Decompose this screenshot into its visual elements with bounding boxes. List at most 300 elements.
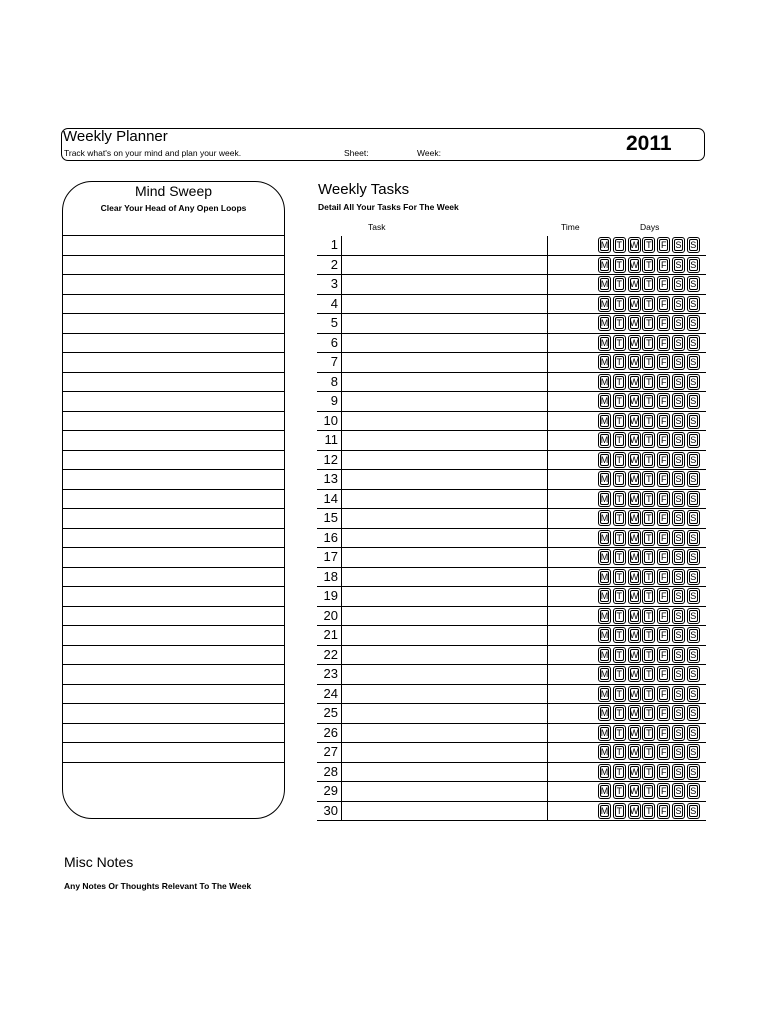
day-checkbox[interactable] xyxy=(613,393,626,409)
day-checkbox[interactable] xyxy=(628,237,641,253)
day-checkbox[interactable] xyxy=(642,666,655,682)
task-input-cell[interactable] xyxy=(341,334,547,353)
day-checkbox[interactable] xyxy=(598,276,611,292)
day-checkbox[interactable] xyxy=(642,744,655,760)
day-checkbox[interactable] xyxy=(642,276,655,292)
time-input-cell[interactable] xyxy=(547,529,598,548)
day-checkbox[interactable] xyxy=(598,296,611,312)
day-checkbox[interactable] xyxy=(598,491,611,507)
task-input-cell[interactable] xyxy=(341,665,547,684)
mind-sweep-line[interactable] xyxy=(63,450,284,451)
task-input-cell[interactable] xyxy=(341,568,547,587)
day-checkbox[interactable] xyxy=(628,686,641,702)
task-input-cell[interactable] xyxy=(341,451,547,470)
day-checkbox[interactable] xyxy=(598,354,611,370)
day-checkbox[interactable] xyxy=(657,588,670,604)
day-checkbox[interactable] xyxy=(628,744,641,760)
day-checkbox[interactable] xyxy=(657,764,670,780)
day-checkbox[interactable] xyxy=(598,510,611,526)
task-input-cell[interactable] xyxy=(341,256,547,275)
day-checkbox[interactable] xyxy=(598,647,611,663)
task-input-cell[interactable] xyxy=(341,392,547,411)
day-checkbox[interactable] xyxy=(642,413,655,429)
day-checkbox[interactable] xyxy=(672,413,685,429)
time-input-cell[interactable] xyxy=(547,548,598,567)
task-row-number: 20 xyxy=(323,607,338,623)
task-input-cell[interactable] xyxy=(341,704,547,723)
day-checkbox[interactable] xyxy=(628,393,641,409)
mind-sweep-line[interactable] xyxy=(63,567,284,568)
day-checkbox[interactable] xyxy=(613,627,626,643)
day-checkbox[interactable] xyxy=(672,354,685,370)
day-checkbox[interactable] xyxy=(628,491,641,507)
mind-sweep-line[interactable] xyxy=(63,703,284,704)
day-checkbox[interactable] xyxy=(598,764,611,780)
time-input-cell[interactable] xyxy=(547,314,598,333)
day-checkbox[interactable] xyxy=(672,237,685,253)
day-checkbox[interactable] xyxy=(687,588,700,604)
day-checkbox[interactable] xyxy=(672,588,685,604)
day-checkbox[interactable] xyxy=(687,257,700,273)
day-checkbox[interactable] xyxy=(687,335,700,351)
day-checkbox[interactable] xyxy=(598,452,611,468)
day-checkbox[interactable] xyxy=(657,647,670,663)
day-checkbox[interactable] xyxy=(598,783,611,799)
day-checkbox[interactable] xyxy=(642,257,655,273)
day-checkbox[interactable] xyxy=(628,725,641,741)
day-checkbox[interactable] xyxy=(672,510,685,526)
time-input-cell[interactable] xyxy=(547,509,598,528)
day-checkbox[interactable] xyxy=(687,783,700,799)
task-input-cell[interactable] xyxy=(341,295,547,314)
day-checkbox[interactable] xyxy=(657,608,670,624)
day-checkbox[interactable] xyxy=(613,452,626,468)
day-checkbox[interactable] xyxy=(613,608,626,624)
day-checkbox[interactable] xyxy=(613,569,626,585)
day-checkbox[interactable] xyxy=(628,452,641,468)
day-checkbox[interactable] xyxy=(672,783,685,799)
day-checkbox[interactable] xyxy=(613,413,626,429)
day-checkbox[interactable] xyxy=(672,608,685,624)
day-checkbox[interactable] xyxy=(642,315,655,331)
day-checkbox[interactable] xyxy=(672,803,685,819)
day-checkbox[interactable] xyxy=(657,530,670,546)
time-input-cell[interactable] xyxy=(547,743,598,762)
day-checkbox[interactable] xyxy=(642,530,655,546)
time-input-cell[interactable] xyxy=(547,763,598,782)
day-checkbox[interactable] xyxy=(613,686,626,702)
day-checkbox[interactable] xyxy=(672,530,685,546)
time-input-cell[interactable] xyxy=(547,665,598,684)
day-checkbox[interactable] xyxy=(642,627,655,643)
day-checkbox[interactable] xyxy=(657,276,670,292)
day-checkbox[interactable] xyxy=(642,432,655,448)
day-checkbox[interactable] xyxy=(613,335,626,351)
mind-sweep-line[interactable] xyxy=(63,294,284,295)
day-checkbox[interactable] xyxy=(628,530,641,546)
day-checkbox[interactable] xyxy=(642,803,655,819)
day-checkbox[interactable] xyxy=(687,237,700,253)
day-checkbox[interactable] xyxy=(642,569,655,585)
day-checkbox[interactable] xyxy=(642,296,655,312)
day-checkbox[interactable] xyxy=(598,432,611,448)
mind-sweep-line[interactable] xyxy=(63,469,284,470)
day-checkbox[interactable] xyxy=(687,744,700,760)
day-checkbox[interactable] xyxy=(672,549,685,565)
day-checkbox[interactable] xyxy=(628,764,641,780)
mind-sweep-line[interactable] xyxy=(63,684,284,685)
mind-sweep-line[interactable] xyxy=(63,586,284,587)
task-input-cell[interactable] xyxy=(341,587,547,606)
mind-sweep-line[interactable] xyxy=(63,645,284,646)
time-input-cell[interactable] xyxy=(547,490,598,509)
day-checkbox[interactable] xyxy=(613,764,626,780)
time-input-cell[interactable] xyxy=(547,412,598,431)
task-input-cell[interactable] xyxy=(341,509,547,528)
day-checkbox[interactable] xyxy=(687,413,700,429)
day-checkbox[interactable] xyxy=(657,510,670,526)
day-checkbox[interactable] xyxy=(598,530,611,546)
day-checkbox[interactable] xyxy=(642,510,655,526)
day-checkbox[interactable] xyxy=(628,608,641,624)
day-checkbox[interactable] xyxy=(657,296,670,312)
day-checkbox[interactable] xyxy=(687,471,700,487)
time-input-cell[interactable] xyxy=(547,704,598,723)
day-checkbox[interactable] xyxy=(642,725,655,741)
day-checkbox[interactable] xyxy=(672,452,685,468)
day-checkbox[interactable] xyxy=(613,257,626,273)
day-checkbox[interactable] xyxy=(628,666,641,682)
day-checkbox[interactable] xyxy=(628,647,641,663)
task-input-cell[interactable] xyxy=(341,782,547,801)
day-checkbox[interactable] xyxy=(687,686,700,702)
day-checkbox[interactable] xyxy=(687,627,700,643)
day-checkbox[interactable] xyxy=(642,471,655,487)
day-checkbox[interactable] xyxy=(613,783,626,799)
day-checkbox[interactable] xyxy=(628,627,641,643)
task-input-cell[interactable] xyxy=(341,743,547,762)
day-checkbox[interactable] xyxy=(687,354,700,370)
task-input-cell[interactable] xyxy=(341,353,547,372)
day-checkbox[interactable] xyxy=(642,588,655,604)
day-checkbox[interactable] xyxy=(657,432,670,448)
day-checkbox[interactable] xyxy=(628,549,641,565)
time-input-cell[interactable] xyxy=(547,236,598,255)
day-checkbox[interactable] xyxy=(642,647,655,663)
task-input-cell[interactable] xyxy=(341,490,547,509)
day-checkbox[interactable] xyxy=(613,510,626,526)
day-checkbox[interactable] xyxy=(687,725,700,741)
day-checkbox[interactable] xyxy=(672,335,685,351)
time-input-cell[interactable] xyxy=(547,334,598,353)
day-checkbox[interactable] xyxy=(672,257,685,273)
day-checkbox[interactable] xyxy=(598,237,611,253)
mind-sweep-line[interactable] xyxy=(63,606,284,607)
day-checkbox[interactable] xyxy=(642,393,655,409)
mind-sweep-line[interactable] xyxy=(63,255,284,256)
day-checkbox[interactable] xyxy=(657,569,670,585)
day-checkbox[interactable] xyxy=(687,549,700,565)
day-checkbox[interactable] xyxy=(672,296,685,312)
day-checkbox[interactable] xyxy=(657,666,670,682)
day-checkbox[interactable] xyxy=(598,374,611,390)
time-input-cell[interactable] xyxy=(547,392,598,411)
day-checkbox[interactable] xyxy=(613,276,626,292)
time-input-cell[interactable] xyxy=(547,568,598,587)
time-input-cell[interactable] xyxy=(547,607,598,626)
day-checkbox[interactable] xyxy=(672,725,685,741)
mind-sweep-line[interactable] xyxy=(63,528,284,529)
day-checkbox[interactable] xyxy=(642,783,655,799)
day-checkbox[interactable] xyxy=(628,296,641,312)
day-checkbox[interactable] xyxy=(687,510,700,526)
time-input-cell[interactable] xyxy=(547,646,598,665)
day-checkbox[interactable] xyxy=(672,627,685,643)
mind-sweep-line[interactable] xyxy=(63,742,284,743)
mind-sweep-line[interactable] xyxy=(63,664,284,665)
mind-sweep-line[interactable] xyxy=(63,235,284,236)
day-checkbox[interactable] xyxy=(598,803,611,819)
day-checkbox[interactable] xyxy=(642,764,655,780)
day-checkbox[interactable] xyxy=(613,588,626,604)
day-checkbox[interactable] xyxy=(628,471,641,487)
day-checkbox[interactable] xyxy=(598,705,611,721)
task-input-cell[interactable] xyxy=(341,626,547,645)
day-checkbox[interactable] xyxy=(642,705,655,721)
time-input-cell[interactable] xyxy=(547,275,598,294)
mind-sweep-line[interactable] xyxy=(63,430,284,431)
day-checkbox[interactable] xyxy=(657,471,670,487)
day-checkbox[interactable] xyxy=(657,803,670,819)
day-checkbox[interactable] xyxy=(598,549,611,565)
day-checkbox[interactable] xyxy=(657,237,670,253)
day-checkbox[interactable] xyxy=(598,315,611,331)
day-checkbox[interactable] xyxy=(672,647,685,663)
day-checkbox[interactable] xyxy=(613,647,626,663)
day-checkbox[interactable] xyxy=(628,315,641,331)
mind-sweep-line[interactable] xyxy=(63,489,284,490)
mind-sweep-line[interactable] xyxy=(63,411,284,412)
day-checkbox[interactable] xyxy=(672,315,685,331)
day-checkbox[interactable] xyxy=(598,393,611,409)
day-checkbox[interactable] xyxy=(613,803,626,819)
day-checkbox[interactable] xyxy=(642,354,655,370)
time-input-cell[interactable] xyxy=(547,626,598,645)
day-checkbox[interactable] xyxy=(687,647,700,663)
time-input-cell[interactable] xyxy=(547,724,598,743)
day-checkbox[interactable] xyxy=(657,705,670,721)
day-checkbox[interactable] xyxy=(672,705,685,721)
day-checkbox[interactable] xyxy=(657,783,670,799)
day-checkbox[interactable] xyxy=(687,491,700,507)
day-checkbox[interactable] xyxy=(628,569,641,585)
day-checkbox[interactable] xyxy=(642,549,655,565)
time-input-cell[interactable] xyxy=(547,451,598,470)
day-checkbox[interactable] xyxy=(657,354,670,370)
day-checkbox[interactable] xyxy=(598,335,611,351)
day-checkbox[interactable] xyxy=(642,335,655,351)
day-checkbox[interactable] xyxy=(613,471,626,487)
day-checkbox[interactable] xyxy=(613,491,626,507)
day-checkbox[interactable] xyxy=(687,393,700,409)
day-checkbox[interactable] xyxy=(657,257,670,273)
day-checkbox[interactable] xyxy=(598,666,611,682)
time-input-cell[interactable] xyxy=(547,587,598,606)
task-input-cell[interactable] xyxy=(341,275,547,294)
day-checkbox[interactable] xyxy=(687,315,700,331)
time-input-cell[interactable] xyxy=(547,256,598,275)
task-input-cell[interactable] xyxy=(341,802,547,821)
day-checkbox[interactable] xyxy=(672,491,685,507)
day-checkbox[interactable] xyxy=(628,588,641,604)
day-checkbox[interactable] xyxy=(642,608,655,624)
day-checkbox[interactable] xyxy=(613,549,626,565)
day-checkbox[interactable] xyxy=(672,744,685,760)
mind-sweep-line[interactable] xyxy=(63,723,284,724)
day-checkbox[interactable] xyxy=(687,764,700,780)
day-checkbox[interactable] xyxy=(613,725,626,741)
day-checkbox[interactable] xyxy=(613,666,626,682)
day-checkbox[interactable] xyxy=(687,666,700,682)
time-input-cell[interactable] xyxy=(547,802,598,821)
day-checkbox[interactable] xyxy=(628,803,641,819)
day-checkbox[interactable] xyxy=(628,257,641,273)
time-input-cell[interactable] xyxy=(547,353,598,372)
time-input-cell[interactable] xyxy=(547,685,598,704)
task-input-cell[interactable] xyxy=(341,470,547,489)
task-input-cell[interactable] xyxy=(341,412,547,431)
time-input-cell[interactable] xyxy=(547,782,598,801)
day-checkbox[interactable] xyxy=(613,237,626,253)
mind-sweep-line[interactable] xyxy=(63,352,284,353)
task-input-cell[interactable] xyxy=(341,548,547,567)
mind-sweep-line[interactable] xyxy=(63,274,284,275)
day-checkbox[interactable] xyxy=(687,803,700,819)
day-checkbox[interactable] xyxy=(657,627,670,643)
task-input-cell[interactable] xyxy=(341,314,547,333)
task-input-cell[interactable] xyxy=(341,646,547,665)
mind-sweep-line[interactable] xyxy=(63,762,284,763)
day-checkbox[interactable] xyxy=(598,627,611,643)
day-checkbox[interactable] xyxy=(657,315,670,331)
task-input-cell[interactable] xyxy=(341,724,547,743)
day-checkbox[interactable] xyxy=(628,276,641,292)
task-input-cell[interactable] xyxy=(341,236,547,255)
day-checkbox[interactable] xyxy=(672,686,685,702)
day-checkbox[interactable] xyxy=(628,413,641,429)
day-checkbox[interactable] xyxy=(613,374,626,390)
time-input-cell[interactable] xyxy=(547,431,598,450)
task-input-cell[interactable] xyxy=(341,529,547,548)
mind-sweep-line[interactable] xyxy=(63,547,284,548)
day-checkbox[interactable] xyxy=(687,608,700,624)
day-checkbox[interactable] xyxy=(613,432,626,448)
mind-sweep-line[interactable] xyxy=(63,391,284,392)
mind-sweep-line[interactable] xyxy=(63,372,284,373)
mind-sweep-line[interactable] xyxy=(63,333,284,334)
day-checkbox[interactable] xyxy=(642,491,655,507)
mind-sweep-line[interactable] xyxy=(63,313,284,314)
day-checkbox[interactable] xyxy=(598,257,611,273)
day-checkbox[interactable] xyxy=(687,530,700,546)
day-checkbox[interactable] xyxy=(642,686,655,702)
day-checkbox[interactable] xyxy=(628,432,641,448)
day-checkbox[interactable] xyxy=(672,764,685,780)
day-checkbox[interactable] xyxy=(628,705,641,721)
day-checkbox[interactable] xyxy=(598,588,611,604)
time-input-cell[interactable] xyxy=(547,470,598,489)
day-checkbox[interactable] xyxy=(628,783,641,799)
day-checkbox[interactable] xyxy=(657,452,670,468)
day-checkbox[interactable] xyxy=(613,296,626,312)
day-checkbox[interactable] xyxy=(687,432,700,448)
mind-sweep-line[interactable] xyxy=(63,625,284,626)
day-checkbox[interactable] xyxy=(657,491,670,507)
day-checkbox[interactable] xyxy=(613,354,626,370)
day-checkbox[interactable] xyxy=(657,686,670,702)
day-checkbox[interactable] xyxy=(598,569,611,585)
day-checkbox[interactable] xyxy=(613,315,626,331)
day-checkbox[interactable] xyxy=(598,744,611,760)
day-checkbox[interactable] xyxy=(687,374,700,390)
day-checkbox[interactable] xyxy=(628,354,641,370)
day-checkbox[interactable] xyxy=(613,705,626,721)
day-checkbox[interactable] xyxy=(687,569,700,585)
day-checkbox[interactable] xyxy=(687,296,700,312)
day-checkbox[interactable] xyxy=(687,452,700,468)
day-checkbox[interactable] xyxy=(672,393,685,409)
task-input-cell[interactable] xyxy=(341,607,547,626)
day-checkbox[interactable] xyxy=(657,374,670,390)
day-checkbox[interactable] xyxy=(598,471,611,487)
day-checkbox[interactable] xyxy=(657,549,670,565)
day-checkbox[interactable] xyxy=(642,452,655,468)
day-checkbox[interactable] xyxy=(672,569,685,585)
day-checkbox[interactable] xyxy=(672,666,685,682)
task-input-cell[interactable] xyxy=(341,431,547,450)
time-input-cell[interactable] xyxy=(547,295,598,314)
day-checkbox[interactable] xyxy=(628,510,641,526)
mind-sweep-line[interactable] xyxy=(63,508,284,509)
day-checkbox[interactable] xyxy=(657,335,670,351)
day-checkbox[interactable] xyxy=(672,471,685,487)
day-checkbox[interactable] xyxy=(642,374,655,390)
day-letter: W xyxy=(629,610,639,621)
task-input-cell[interactable] xyxy=(341,373,547,392)
day-checkbox[interactable] xyxy=(613,530,626,546)
day-checkbox[interactable] xyxy=(672,374,685,390)
day-checkbox[interactable] xyxy=(672,276,685,292)
task-input-cell[interactable] xyxy=(341,763,547,782)
day-checkbox[interactable] xyxy=(628,335,641,351)
day-checkbox[interactable] xyxy=(657,393,670,409)
day-checkbox[interactable] xyxy=(657,413,670,429)
day-checkbox[interactable] xyxy=(657,725,670,741)
day-checkbox[interactable] xyxy=(598,686,611,702)
day-checkbox[interactable] xyxy=(628,374,641,390)
day-checkbox[interactable] xyxy=(657,744,670,760)
day-checkbox[interactable] xyxy=(687,705,700,721)
task-input-cell[interactable] xyxy=(341,685,547,704)
day-checkbox[interactable] xyxy=(642,237,655,253)
day-checkbox[interactable] xyxy=(598,608,611,624)
day-checkbox[interactable] xyxy=(613,744,626,760)
time-input-cell[interactable] xyxy=(547,373,598,392)
day-checkbox[interactable] xyxy=(598,413,611,429)
day-checkbox[interactable] xyxy=(672,432,685,448)
day-checkbox[interactable] xyxy=(687,276,700,292)
day-checkbox[interactable] xyxy=(598,725,611,741)
